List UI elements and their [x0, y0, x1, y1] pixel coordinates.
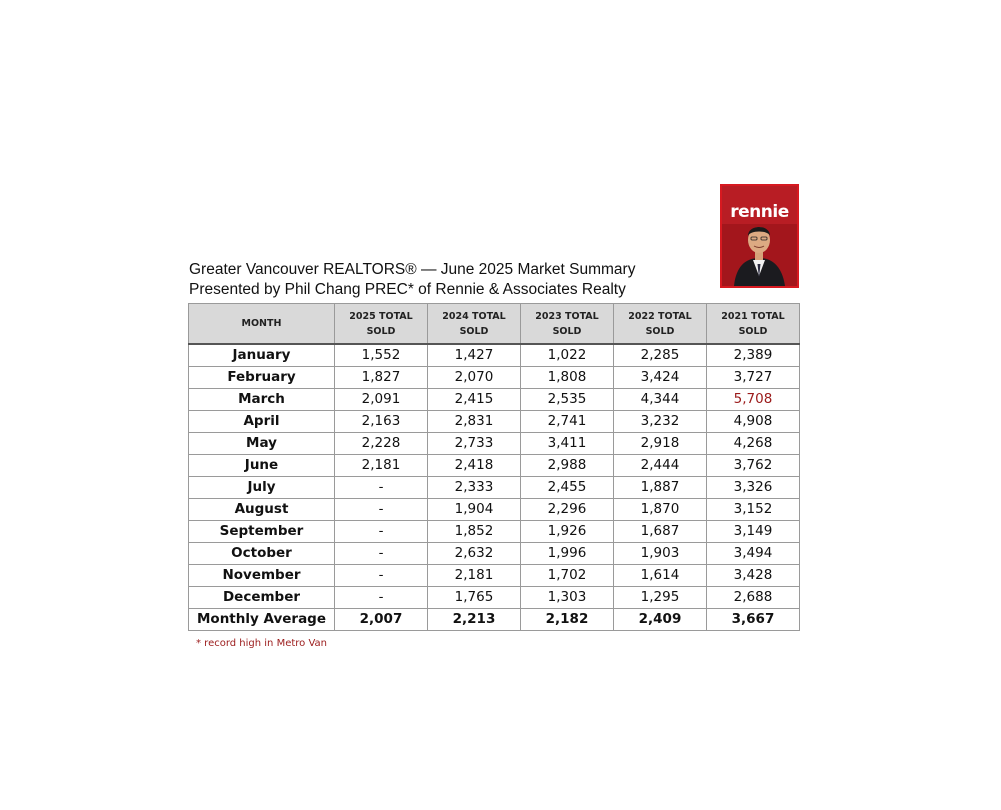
value-cell: 1,870 — [614, 499, 707, 521]
sales-table — [188, 303, 800, 631]
average-value: 2,409 — [614, 609, 707, 631]
month-cell: November — [189, 565, 335, 587]
value-cell: 2,285 — [614, 344, 707, 367]
month-cell: July — [189, 477, 335, 499]
value-cell: 1,022 — [521, 344, 614, 367]
value-cell: 1,926 — [521, 521, 614, 543]
value-cell: 1,903 — [614, 543, 707, 565]
average-value: 2,007 — [335, 609, 428, 631]
value-cell: 3,152 — [707, 499, 800, 521]
value-cell: 3,326 — [707, 477, 800, 499]
table-row — [189, 344, 800, 367]
value-cell: 2,070 — [428, 367, 521, 389]
month-cell: February — [189, 367, 335, 389]
table-row — [189, 367, 800, 389]
value-cell: 2,091 — [335, 389, 428, 411]
value-cell: 4,268 — [707, 433, 800, 455]
value-cell: 1,295 — [614, 587, 707, 609]
table-header-row — [189, 304, 800, 345]
column-header: 2021 TOTAL SOLD — [707, 304, 800, 345]
value-cell: 1,887 — [614, 477, 707, 499]
month-cell: May — [189, 433, 335, 455]
value-cell: 4,908 — [707, 411, 800, 433]
value-cell: 3,727 — [707, 367, 800, 389]
value-cell: 1,996 — [521, 543, 614, 565]
value-cell: 2,333 — [428, 477, 521, 499]
value-cell: 4,344 — [614, 389, 707, 411]
value-cell: 3,428 — [707, 565, 800, 587]
value-cell: 2,418 — [428, 455, 521, 477]
value-cell: 2,632 — [428, 543, 521, 565]
average-label: Monthly Average — [189, 609, 335, 631]
title-line-1: Greater Vancouver REALTORS® — June 2025 Market Summary — [189, 261, 636, 278]
rennie-logo: rennie — [730, 202, 789, 222]
column-header: MONTH — [189, 304, 335, 345]
value-cell: 3,424 — [614, 367, 707, 389]
value-cell: - — [335, 587, 428, 609]
value-cell: 2,389 — [707, 344, 800, 367]
value-cell: 1,808 — [521, 367, 614, 389]
value-cell: 1,852 — [428, 521, 521, 543]
value-cell: 1,614 — [614, 565, 707, 587]
value-cell: 1,765 — [428, 587, 521, 609]
average-value: 2,182 — [521, 609, 614, 631]
value-cell: 2,535 — [521, 389, 614, 411]
value-cell: 2,444 — [614, 455, 707, 477]
value-cell: 2,733 — [428, 433, 521, 455]
value-cell: 3,762 — [707, 455, 800, 477]
summary-title — [189, 260, 635, 300]
month-cell: August — [189, 499, 335, 521]
value-cell: 2,688 — [707, 587, 800, 609]
table-row — [189, 411, 800, 433]
value-cell: 2,918 — [614, 433, 707, 455]
value-cell: 1,552 — [335, 344, 428, 367]
table-row — [189, 433, 800, 455]
table-row — [189, 389, 800, 411]
column-header: 2022 TOTAL SOLD — [614, 304, 707, 345]
value-cell: 3,232 — [614, 411, 707, 433]
value-cell: 3,411 — [521, 433, 614, 455]
table-row — [189, 521, 800, 543]
value-cell: 1,303 — [521, 587, 614, 609]
value-cell: 2,415 — [428, 389, 521, 411]
value-cell: 1,687 — [614, 521, 707, 543]
month-cell: April — [189, 411, 335, 433]
month-cell: September — [189, 521, 335, 543]
value-cell: - — [335, 499, 428, 521]
monthly-average-row — [189, 609, 800, 631]
column-header: 2025 TOTAL SOLD — [335, 304, 428, 345]
footnote: * record high in Metro Van — [196, 638, 327, 649]
value-cell: 2,741 — [521, 411, 614, 433]
value-cell: 1,904 — [428, 499, 521, 521]
month-cell: December — [189, 587, 335, 609]
value-cell: - — [335, 543, 428, 565]
month-cell: October — [189, 543, 335, 565]
table-row — [189, 477, 800, 499]
month-cell: June — [189, 455, 335, 477]
value-cell: 2,296 — [521, 499, 614, 521]
value-cell: 3,494 — [707, 543, 800, 565]
value-cell: - — [335, 477, 428, 499]
value-cell: 1,827 — [335, 367, 428, 389]
value-cell: 1,702 — [521, 565, 614, 587]
value-cell: 3,149 — [707, 521, 800, 543]
column-header: 2024 TOTAL SOLD — [428, 304, 521, 345]
table-row — [189, 587, 800, 609]
table-row — [189, 499, 800, 521]
value-cell: - — [335, 521, 428, 543]
month-cell: March — [189, 389, 335, 411]
value-cell: 2,228 — [335, 433, 428, 455]
value-cell: 2,831 — [428, 411, 521, 433]
agent-portrait-image — [722, 186, 797, 286]
title-line-2: Presented by Phil Chang PREC* of Rennie & Associates Realty — [189, 281, 626, 298]
table-row — [189, 565, 800, 587]
value-cell: 2,163 — [335, 411, 428, 433]
table-row — [189, 455, 800, 477]
average-value: 2,213 — [428, 609, 521, 631]
value-cell: - — [335, 565, 428, 587]
value-cell: 2,181 — [428, 565, 521, 587]
month-cell: January — [189, 344, 335, 367]
column-header: 2023 TOTAL SOLD — [521, 304, 614, 345]
record-high-cell: 5,708 — [707, 389, 800, 411]
value-cell: 2,988 — [521, 455, 614, 477]
value-cell: 2,455 — [521, 477, 614, 499]
value-cell: 1,427 — [428, 344, 521, 367]
table-row — [189, 543, 800, 565]
average-value: 3,667 — [707, 609, 800, 631]
value-cell: 2,181 — [335, 455, 428, 477]
agent-photo — [720, 184, 799, 288]
